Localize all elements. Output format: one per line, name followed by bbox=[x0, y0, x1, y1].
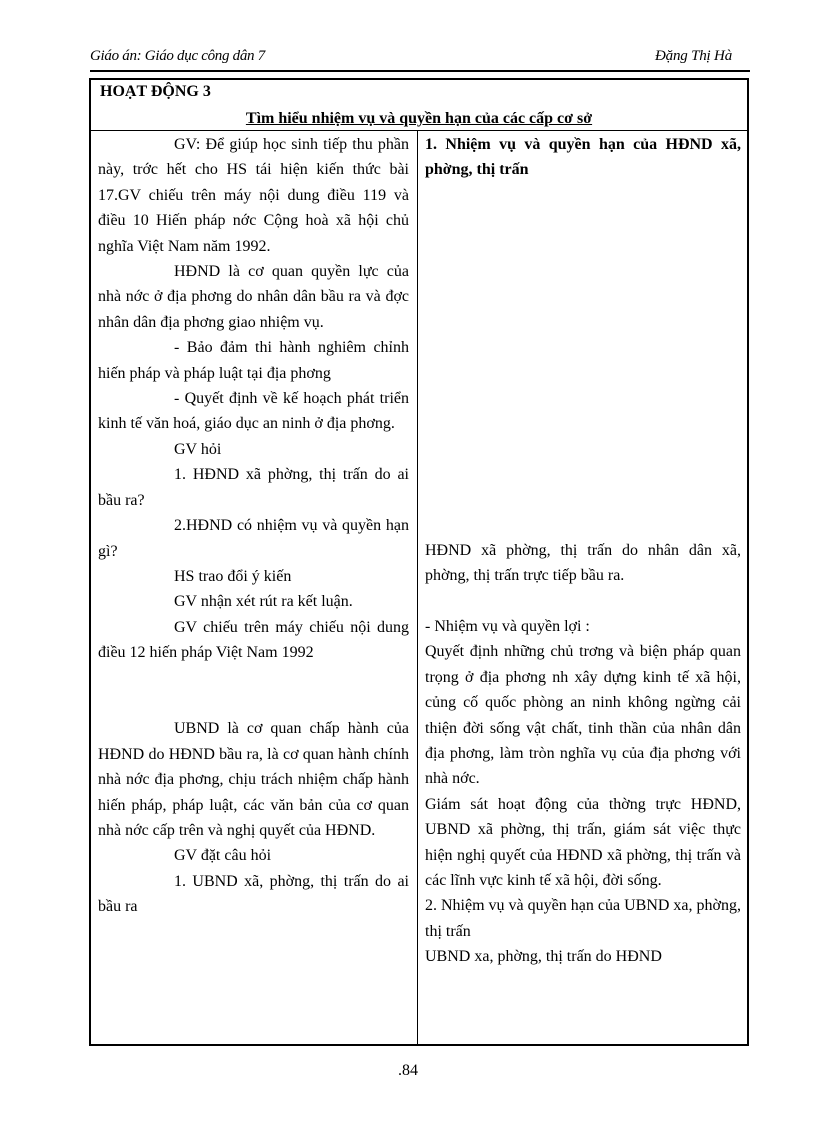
page-number: .84 bbox=[398, 1062, 418, 1079]
header-rule bbox=[90, 70, 750, 72]
right-paragraph: - Nhiệm vụ và quyền lợi : bbox=[425, 618, 590, 636]
right-paragraph: Giám sát hoạt động của thờng trực HĐND, UBND xã phờng, thị trấn, giám sát việc thực hiện nghị quyết của HĐND xã phờng, thị trấn và các lĩnh vực kinh tế xã hội, đời sống. bbox=[425, 795, 741, 890]
left-paragraph: GV: Để giúp học sinh tiếp thu phần này, trớc hết cho HS tái hiện kiến thức bài 17.GV chiếu trên máy nội dung điều 119 và điều 10 Hiến pháp nớc Cộng hoà xã hội chủ nghĩa Việt Nam năm 1992. bbox=[98, 136, 409, 255]
left-paragraph: - Quyết định về kế hoạch phát triển kinh tế văn hoá, giáo dục an ninh ở địa phơng. bbox=[98, 390, 409, 433]
right-spacer bbox=[425, 589, 741, 614]
activity-title: HOẠT ĐỘNG 3 bbox=[100, 83, 211, 100]
right-spacer bbox=[425, 183, 741, 538]
left-paragraph: HĐND là cơ quan quyền lực của nhà nớc ở địa phơng do nhân dân bầu ra và đợc nhân dân địa phơng giao nhiệm vụ. bbox=[98, 263, 409, 331]
content-column bbox=[425, 132, 741, 970]
left-paragraph: GV nhận xét rút ra kết luận. bbox=[174, 593, 353, 611]
right-paragraph: Quyết định những chủ trơng và biện pháp quan trọng ở địa phơng nh xây dựng kinh tế xã hội, củng cố quốc phòng an ninh không ngừng cải thiện đời sống vật chất, tinh thần của nhân dân địa phơng, làm tròn nghĩa vụ của địa phơng với nhà nớc. bbox=[425, 643, 741, 788]
section-heading-2: 2. Nhiệm vụ và quyền hạn của UBND xa, phờng, thị trấn bbox=[425, 897, 741, 940]
page-header bbox=[90, 48, 740, 72]
left-paragraph: GV chiếu trên máy chiếu nội dung điều 12 hiến pháp Việt Nam 1992 bbox=[98, 618, 409, 662]
section-heading-1: 1. Nhiệm vụ và quyền hạn của HĐND xã, phờng, thị trấn bbox=[425, 136, 741, 179]
left-paragraph: GV đặt câu hỏi bbox=[174, 847, 272, 865]
right-paragraph: HĐND xã phờng, thị trấn do nhân dân xã, phờng, thị trấn trực tiếp bầu ra. bbox=[425, 541, 741, 585]
left-paragraph: HS trao đổi ý kiến bbox=[174, 567, 292, 585]
table-header-divider bbox=[89, 130, 749, 131]
left-paragraph: 1. UBND xã, phờng, thị trấn do ai bầu ra bbox=[98, 872, 409, 916]
teacher-activities-column bbox=[98, 132, 409, 920]
column-divider bbox=[417, 130, 418, 1044]
lesson-table bbox=[89, 78, 749, 1046]
right-paragraph: UBND xa, phờng, thị trấn do HĐND bbox=[425, 948, 662, 966]
activity-subtitle: Tìm hiểu nhiệm vụ và quyền hạn của các cấp cơ sở bbox=[245, 110, 593, 127]
header-author: Đặng Thị Hà bbox=[655, 48, 732, 64]
header-course-title: Giáo án: Giáo dục công dân 7 bbox=[90, 48, 265, 64]
left-paragraph: 1. HĐND xã phờng, thị trấn do ai bầu ra? bbox=[98, 466, 409, 509]
left-spacer bbox=[98, 666, 409, 717]
left-paragraph: 2.HĐND có nhiệm vụ và quyền hạn gì? bbox=[98, 517, 409, 560]
left-paragraph: GV hỏi bbox=[174, 440, 222, 458]
left-paragraph: - Bảo đảm thi hành nghiêm chỉnh hiến pháp và pháp luật tại địa phơng bbox=[98, 339, 409, 382]
left-paragraph: UBND là cơ quan chấp hành của HĐND do HĐND bầu ra, là cơ quan hành chính nhà nớc địa phơng, chịu trách nhiệm chấp hành hiến pháp, pháp luật, các văn bản của cơ quan nhà nớc cấp trên và nghị quyết của HĐND. bbox=[98, 720, 409, 839]
